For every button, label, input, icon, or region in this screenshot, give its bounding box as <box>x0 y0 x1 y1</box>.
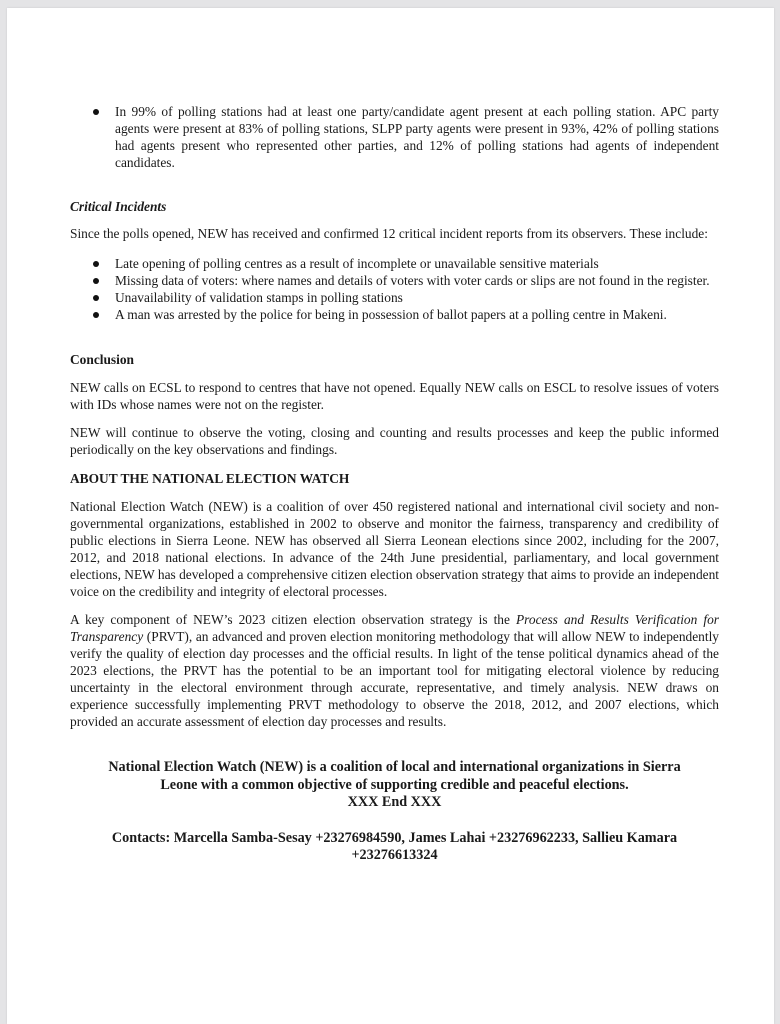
critical-incidents-intro: Since the polls opened, NEW has received and confirmed 12 critical incident reports from its observers. These include: <box>70 226 708 241</box>
critical-incidents-list <box>70 255 719 323</box>
about-paragraph-2 <box>70 611 719 730</box>
about-paragraph-2-text: (PRVT), an advanced and proven election monitoring methodology that will allow NEW to independently verify the quality of election day processes and the official results. In light of the tense political dynamics ahead of the 2023 elections, the PRVT has the potential to be an important tool for mitigating electoral violence by reducing uncertainty in the electoral environment through accurate, representative, and timely analysis. NEW draws on experience successfully implementing PRVT methodology to observe the 2018, 2012, and 2007 elections, which provided an accurate assessment of election day processes and results. <box>70 629 719 729</box>
conclusion-paragraph: NEW will continue to observe the voting, closing and counting and results processes and keep the public informed periodically on the key observations and findings. <box>70 425 719 457</box>
list-item <box>70 272 719 289</box>
bullet-icon <box>93 261 99 267</box>
about-heading: ABOUT THE NATIONAL ELECTION WATCH <box>70 471 350 486</box>
bullet-icon <box>93 278 99 284</box>
about-paragraph-2-text: A key component of NEW’s 2023 citizen election observation strategy is the <box>70 612 516 627</box>
document-body <box>70 103 719 865</box>
footer-tagline <box>70 759 719 812</box>
footer-contacts <box>70 830 719 865</box>
contacts-line: Contacts: Marcella Samba-Sesay +23276984590, James Lahai +23276962233, Sallieu Kamara <box>111 829 678 846</box>
list-item <box>70 289 719 306</box>
end-marker: XXX End XXX <box>347 794 442 810</box>
conclusion-heading: Conclusion <box>70 352 134 367</box>
list-item <box>70 103 719 171</box>
list-item <box>70 306 719 323</box>
incident-text: Late opening of polling centres as a result of incomplete or unavailable sensitive materials <box>115 256 599 271</box>
agents-presence-text: In 99% of polling stations had at least one party/candidate agent present at each polling station. APC party agents were present at 83% of polling stations, SLPP party agents were present in 93%, 42% of polling stations had agents present who represented other parties, and 12% of polling stations had agents of independent candidates. <box>115 104 719 170</box>
tagline-line: Leone with a common objective of supporting credible and peaceful elections. <box>160 776 629 793</box>
agents-bullet-list <box>70 103 719 171</box>
critical-incidents-heading: Critical Incidents <box>70 199 167 214</box>
prvt-full-name: Process and Results Verification for Transparency <box>70 612 719 644</box>
bullet-icon <box>93 109 99 115</box>
contacts-line: +23276613324 <box>351 847 438 863</box>
bullet-icon <box>93 312 99 318</box>
list-item <box>70 255 719 272</box>
conclusion-paragraph: NEW calls on ECSL to respond to centres that have not opened. Equally NEW calls on ESCL to resolve issues of voters with IDs whose names were not on the register. <box>70 380 719 412</box>
incident-text: A man was arrested by the police for being in possession of ballot papers at a polling centre in Makeni. <box>115 307 667 322</box>
document-page <box>7 8 774 1024</box>
tagline-line: National Election Watch (NEW) is a coalition of local and international organizations in Sierra <box>108 759 681 775</box>
about-paragraph-1: National Election Watch (NEW) is a coalition of over 450 registered national and international civil society and non-governmental organizations, established in 2002 to observe and monitor the fairness, transparency and credibility of public elections in Sierra Leone. NEW has observed all Sierra Leonean elections since 2002, including for the 2007, 2012, and 2018 national elections. In advance of the 24th June presidential, parliamentary, and local government elections, NEW has developed a comprehensive citizen election observation strategy that aims to provide an independent voice on the credibility and integrity of electoral processes. <box>70 499 719 599</box>
bullet-icon <box>93 295 99 301</box>
incident-text: Missing data of voters: where names and details of voters with voter cards or slips are not found in the register. <box>115 273 710 288</box>
incident-text: Unavailability of validation stamps in polling stations <box>115 290 403 305</box>
